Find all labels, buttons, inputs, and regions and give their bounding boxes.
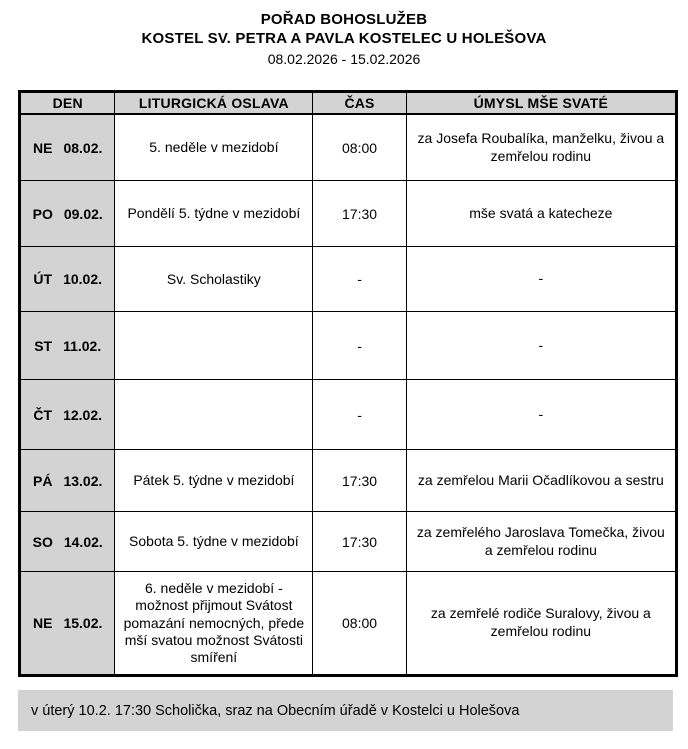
- day-date: 13.02.: [63, 472, 103, 489]
- day-cell: [20, 114, 115, 181]
- celebration-cell: Pátek 5. týdne v mezidobí: [115, 450, 313, 512]
- day-cell: [20, 450, 115, 512]
- intention-cell: za zemřelé rodiče Suralovy, živou a zemřelou rodinu: [406, 572, 676, 676]
- intention-cell: za zemřelého Jaroslava Tomečka, živou a zemřelou rodinu: [406, 512, 676, 572]
- day-date: 14.02.: [63, 533, 103, 550]
- day-date: 09.02.: [63, 205, 103, 222]
- day-date: 11.02.: [63, 337, 102, 354]
- date-range: 08.02.2026 - 15.02.2026: [267, 51, 421, 68]
- day-abbr: PÁ: [33, 472, 53, 489]
- intention-cell: za Josefa Roubalíka, manželku, živou a zemřelou rodinu: [406, 114, 676, 181]
- celebration-cell: [115, 312, 313, 380]
- day-cell: [20, 380, 115, 450]
- day-abbr: ČT: [33, 406, 53, 423]
- time-cell: -: [313, 380, 406, 450]
- table-row: [20, 114, 677, 181]
- intention-cell: -: [406, 312, 676, 380]
- day-abbr: ÚT: [33, 271, 53, 288]
- intention-cell: mše svatá a katecheze: [406, 181, 676, 247]
- table-row: [20, 512, 677, 572]
- table-row: [20, 181, 677, 247]
- day-cell: [20, 512, 115, 572]
- header-row: [20, 92, 677, 114]
- day-date: 10.02.: [63, 271, 103, 288]
- celebration-cell: Sv. Scholastiky: [115, 247, 313, 312]
- table-row: [20, 572, 677, 676]
- table-row: [20, 450, 677, 512]
- day-cell: [20, 181, 115, 247]
- intention-cell: za zemřelou Marii Očadlíkovou a sestru: [406, 450, 676, 512]
- day-cell: [20, 572, 115, 676]
- table-header: [20, 92, 677, 114]
- day-abbr: SO: [32, 533, 53, 550]
- col-header-cas: ČAS: [313, 92, 406, 114]
- col-header-oslava: LITURGICKÁ OSLAVA: [115, 92, 313, 114]
- day-cell: [20, 312, 115, 380]
- celebration-cell: [115, 380, 313, 450]
- intention-cell: -: [406, 247, 676, 312]
- day-abbr: ST: [34, 337, 53, 354]
- col-header-den: DEN: [20, 92, 115, 114]
- title-block: [0, 10, 688, 69]
- footer-note: [18, 690, 673, 731]
- table-row: [20, 380, 677, 450]
- day-abbr: NE: [33, 615, 53, 632]
- day-abbr: PO: [32, 205, 53, 222]
- col-header-umysl: ÚMYSL MŠE SVATÉ: [406, 92, 676, 114]
- intention-cell: -: [406, 380, 676, 450]
- church-name: KOSTEL SV. PETRA A PAVLA KOSTELEC U HOLEŠOVA: [141, 30, 547, 48]
- time-cell: 17:30: [313, 512, 406, 572]
- celebration-cell: 6. neděle v mezidobí - možnost přijmout Svátost pomazání nemocných, přede mší svatou možnost Svátosti smíření: [115, 572, 313, 676]
- time-cell: 17:30: [313, 450, 406, 512]
- day-cell: [20, 247, 115, 312]
- page-title: POŘAD BOHOSLUŽEB: [260, 11, 428, 28]
- celebration-cell: Pondělí 5. týdne v mezidobí: [115, 181, 313, 247]
- table-row: [20, 312, 677, 380]
- table-row: [20, 247, 677, 312]
- footer-note-text: v úterý 10.2. 17:30 Scholička, sraz na Obecním úřadě v Kostelci u Holešova: [31, 702, 520, 719]
- schedule-table: [18, 90, 678, 677]
- time-cell: -: [313, 247, 406, 312]
- day-date: 15.02.: [63, 615, 103, 632]
- table-body: [20, 114, 677, 676]
- day-abbr: NE: [33, 139, 53, 156]
- day-date: 08.02.: [63, 139, 103, 156]
- celebration-cell: Sobota 5. týdne v mezidobí: [115, 512, 313, 572]
- time-cell: 17:30: [313, 181, 406, 247]
- time-cell: -: [313, 312, 406, 380]
- celebration-cell: 5. neděle v mezidobí: [115, 114, 313, 181]
- day-date: 12.02.: [63, 406, 103, 423]
- time-cell: 08:00: [313, 114, 406, 181]
- time-cell: 08:00: [313, 572, 406, 676]
